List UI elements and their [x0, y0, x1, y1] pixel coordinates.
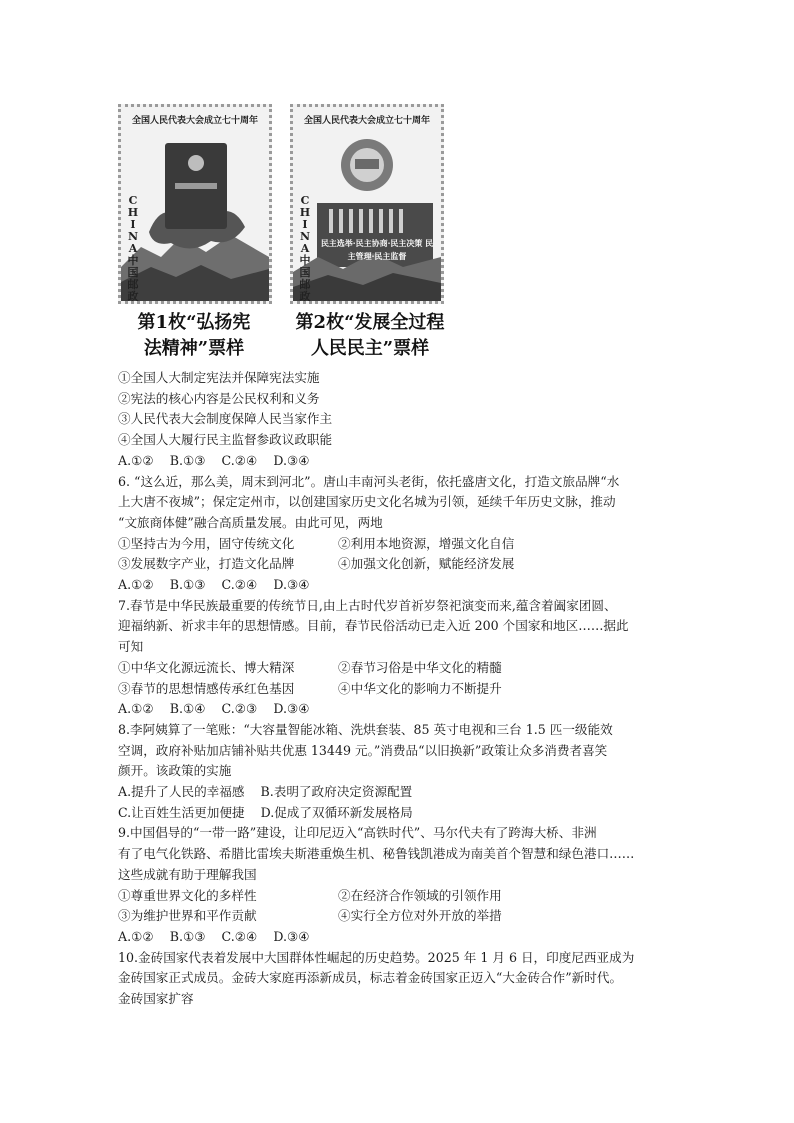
stamp-2-caption: 第2枚“发展全过程 人民民主”票样: [295, 312, 445, 359]
q7-stem: 7.春节是中华民族最重要的传统节日,由上古时代岁首祈岁祭祀演变而来,蕴含着阖家团圆、 迎福纳新、祈求丰年的思想情感。目前，春节民俗活动已走入近 200 个国家和地区……据此 可知: [118, 597, 629, 655]
stamp-democracy: [290, 104, 444, 304]
q9-items-row1: ①尊重世界文化的多样性 ②在经济合作领域的引领作用: [118, 887, 502, 903]
q6-items-row1: ①坚持古为今用，固守传统文化 ②利用本地资源，增强文化自信: [118, 535, 515, 551]
q5-items: ①全国人大制定宪法并保障宪法实施 ②宪法的核心内容是公民权利和义务 ③人民代表大会制度保障人民当家作主 ④全国人大履行民主监督参政议政职能: [118, 370, 333, 448]
stamp-constitution: [118, 104, 272, 304]
stamp-1-country: CHINA 中国邮政: [127, 194, 139, 303]
q6-items-row2: ③发展数字产业，打造文化品牌 ④加强文化创新，赋能经济发展: [118, 556, 515, 572]
q7-items-row2: ③春节的思想情感传承红色基因 ④中华文化的影响力不断提升: [118, 680, 502, 696]
stamp-2-slogan: 民主选举·民主协商·民主决策 民主管理·民主监督: [320, 238, 434, 261]
q10-stem: 10.金砖国家代表着发展中大国群体性崛起的历史趋势。2025 年 1 月 6 日，印度尼西亚成为 金砖国家正式成员。金砖大家庭再添新成员，标志着金砖国家正迈入“大金砖合作”新时代。 金砖国家扩容: [118, 949, 635, 1007]
q7-options: A.①② B.①④ C.②③ D.③④: [118, 701, 310, 717]
q6-stem: 6. “这么近，那么美，周末到河北”。唐山丰南河头老街，依托盛唐文化，打造文旅品牌“水 上大唐不夜城”；保定定州市，以创建国家历史文化名城为引领，延续千年历史文脉，推动 “文旅商体健”融合高质量发展。由此可见，两地: [118, 473, 620, 530]
q9-stem: 9.中国倡导的“一带一路”建设，让印尼迈入“高铁时代”、马尔代夫有了跨海大桥、非洲 有了电气化铁路、希腊比雷埃夫斯港重焕生机、秘鲁钱凯港成为南美首个智慧和绿色港口…… 这些成就有助于理解我国: [118, 825, 635, 882]
q7-items-row1: ①中华文化源远流长、博大精深 ②春节习俗是中华文化的精髓: [118, 659, 502, 675]
stamp-1-top-text: 全国人民代表大会成立七十周年: [131, 116, 258, 126]
q6-options: A.①② B.①③ C.②④ D.③④: [118, 577, 310, 593]
q8-options-row1: A.提升了人民的幸福感 B.表明了政府决定资源配置: [118, 784, 413, 800]
q5-options: A.①② B.①③ C.②④ D.③④: [118, 452, 310, 468]
stamp-1-artwork: [121, 107, 269, 301]
stamp-2-top-text: 全国人民代表大会成立七十周年: [303, 116, 430, 126]
q8-stem: 8.李阿姨算了一笔账：“大容量智能冰箱、洗烘套装、85 英寸电视和三台 1.5 匹一级能效 空调，政府补贴加店铺补贴共优惠 13449 元。”消费品“以旧换新”政策让众多消费者喜笑 颜开。该政策的实施: [118, 721, 613, 779]
national-emblem-icon: [341, 139, 393, 191]
stamp-1-caption: 第1枚“弘扬宪 法精神”票样: [137, 312, 251, 359]
question-content: [118, 368, 678, 1010]
q9-items-row2: ③为维护世界和平作贡献 ④实行全方位对外开放的举措: [118, 908, 502, 924]
stamp-2-country: CHINA 中国邮政: [299, 194, 311, 303]
q9-options: A.①② B.①③ C.②④ D.③④: [118, 928, 310, 944]
stamp-2-artwork: [293, 107, 441, 301]
q8-options-row2: C.让百姓生活更加便捷 D.促成了双循环新发展格局: [118, 804, 413, 820]
stamp-illustrations: [118, 104, 458, 366]
